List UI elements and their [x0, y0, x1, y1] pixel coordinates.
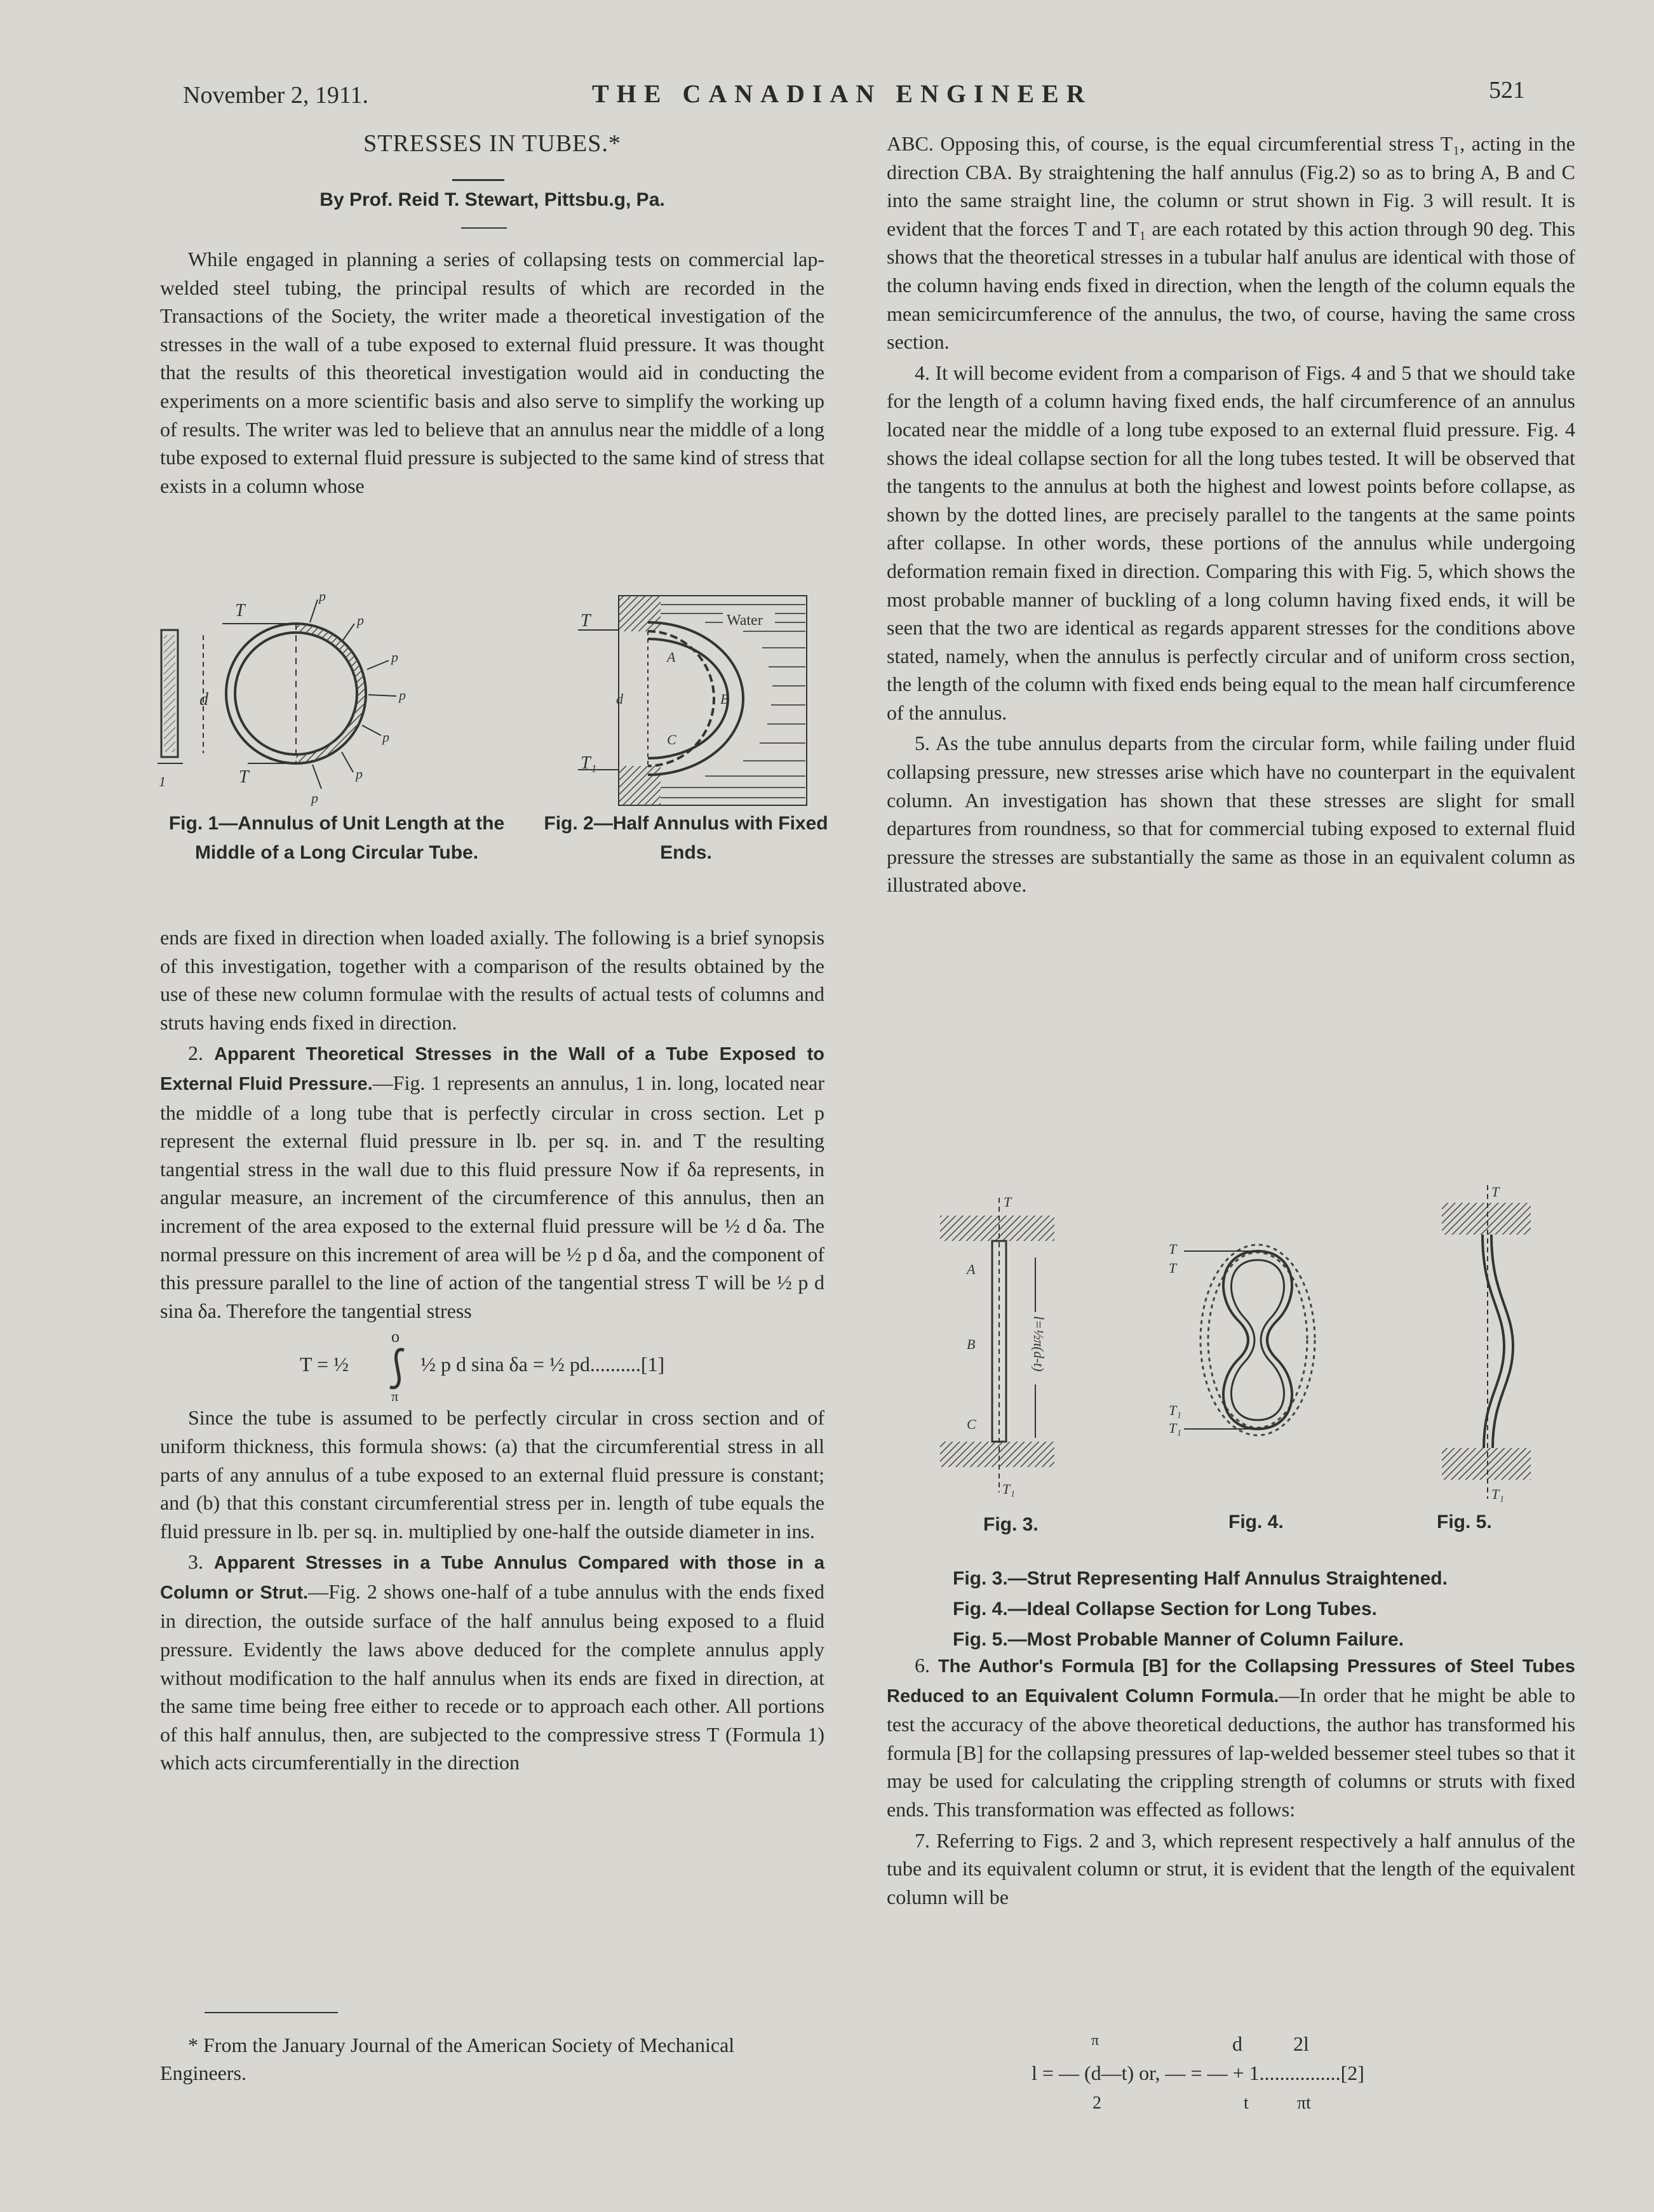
fig1-label-p-4: p [399, 687, 406, 703]
eq1-lower-limit: π [391, 1388, 399, 1405]
header-date: November 2, 1911. [183, 82, 368, 109]
byline-rule [461, 227, 507, 229]
fig3-label-A: A [967, 1261, 976, 1277]
fig1-label-p-7: p [311, 790, 318, 806]
section-3-heading: Apparent Stresses in a Tube Annulus Compared with those in a Column or Strut. [160, 1553, 825, 1603]
integral-sign-icon [385, 1346, 410, 1391]
fig1-label-p-1: p [319, 588, 326, 604]
section-3-number: 3. [188, 1550, 203, 1574]
footnote: * From the January Journal of the American Society of Mechanical Engineers. [160, 2034, 735, 2084]
section-6-heading: The Author's Formula [B] for the Collapsing Pressures of Steel Tubes Reduced to an Equivalent Column Formula. [887, 1656, 1576, 1706]
fig5-label-T1: T₁ [1491, 1486, 1504, 1502]
figure-2-caption: Fig. 2—Half Annulus with Fixed Ends. [544, 813, 828, 863]
section-3-text: —Fig. 2 shows one-half of a tube annulus with the ends fixed in direction, the outside surface of the half annulus being exposed to a fluid pressure. Evidently the laws above deduced for the complete annulus apply without modification to the half annulus when its ends are fixed in direction, at the same time being free either to recede or to approach each other. All portions of this half annulus, then, are subjected to the compressive stress T (Formula 1) which acts circumferentially in the direction [160, 1579, 824, 1774]
fig4-label-T-2: T [1169, 1260, 1177, 1276]
legend-fig5: Fig. 5.—Most Probable Manner of Column Failure. [953, 1629, 1404, 1650]
fig1-label-d: d [199, 690, 208, 709]
equation-1 [160, 1327, 824, 1404]
paragraph-4: 4. It will become evident from a comparison of Figs. 4 and 5 that we should take for the length of a column having fixed ends, the half circumference of an annulus located near the middle of a long tube exposed to an external fluid pressure. Fig. 4 shows the ideal collapse section for all the long tubes tested. It will be observed that the tangents to the annulus at both the highest and lowest points before collapse, as shown by the dotted lines, are precisely parallel to the tangents at the same points after collapse. In other words, these portions of the annulus while undergoing deformation remain fixed in direction. Comparing this with Fig. 5, which shows the most probable manner of buckling of a long column having fixed ends, it will be seen that the two are identical as regards apparent stresses for the conditions above stated, namely, when the annulus is perfectly circular and of uniform cross section, the length of the column with fixed ends being equal to the mean half circumference of the annulus. [887, 361, 1575, 724]
figure-4-label: Fig. 4. [1228, 1512, 1284, 1532]
intro-paragraph: While engaged in planning a series of collapsing tests on commercial lap-welded steel tubing, the principal results of which are recorded in the Transactions of the Society, the writer made a theoretical investigation of the stresses in the wall of a tube exposed to external fluid pressure. It was thought that the results of this theoretical investigation would aid in conducting the experiments on a more scientific basis and also serve to simplify the working up of results. The writer was led to believe that an annulus near the middle of a long tube exposed to external fluid pressure is subjected to the same kind of stress that exists in a column whose [160, 248, 824, 497]
fig2-label-A: A [667, 649, 676, 665]
fig4-label-T: T [1169, 1241, 1177, 1257]
section-3 [160, 1548, 824, 1777]
paragraph-after-eq1: Since the tube is assumed to be perfectly circular in cross section and of uniform thickness, this formula shows: (a) that the circumferential stress in all parts of any annulus of a tube exposed to an external fluid pressure is constant; and (b) that this constant circumferential stress per in. length of tube equals the fluid pressure in lb. per sq. in. multiplied by one-half the outside diameter in ins. [160, 1406, 824, 1543]
left-column-bottom [160, 923, 824, 1780]
intro-continued: ends are fixed in direction when loaded axially. The following is a brief synopsis of this investigation, together with a comparison of the results obtained by the use of these new column formulae with the results of actual tests of columns and struts having ends fixed in direction. [160, 926, 824, 1034]
right-column-bottom [887, 1651, 1575, 1914]
fig1-label-p-2: p [357, 612, 364, 628]
eq2-top-pi: π [1091, 2032, 1099, 2049]
fig2-label-C: C [667, 732, 676, 747]
figure-4-collapse-section [1169, 1226, 1334, 1454]
title-rule [452, 179, 504, 181]
figure-3-strut [934, 1194, 1073, 1499]
section-6-number: 6. [915, 1654, 930, 1677]
article-byline: By Prof. Reid T. Stewart, Pittsbu.g, Pa. [319, 189, 665, 210]
eq1-left: T = ½ [300, 1353, 349, 1376]
fig5-label-T: T [1491, 1184, 1500, 1200]
eq1-upper-limit: o [391, 1327, 400, 1346]
fig2-label-water: Water [727, 612, 763, 629]
section-6-text: —In order that he might be able to test the accuracy of the above theoretical deductions, the author has transformed his formula [B] for the collapsing pressures of lap-welded bessemer steel tubes so that it may be used for calculating the crippling strength of columns or struts with fixed ends. This transformation was effected as follows: [887, 1683, 1576, 1821]
fig1-label-p-5: p [382, 729, 389, 745]
fig4-label-T1-2: T₁ [1169, 1420, 1181, 1436]
section-2-text: —Fig. 1 represents an annulus, 1 in. long, located near the middle of a long tube that is perfectly circular in cross section. Let p represent the external fluid pressure in lb. per sq. in. and T the resulting tangential stress in the wall due to this fluid pressure Now if δa represents, in angular measure, an increment of the circumference of this annulus, then an increment of the area exposed to the external fluid pressure will be ½ d δa. The normal pressure on this increment of area will be ½ p d δa, and the component of this pressure parallel to the line of action of the tangential stress T will be ½ p d sina δa. Therefore the tangential stress [160, 1071, 825, 1322]
right-continuation: ABC. Opposing this, of course, is the equal circumferential stress T₁, acting in the direction CBA. By straightening the half annulus (Fig.2) so as to bring A, B and C into the same straight line, the column or strut shown in Fig. 3 will result. It is evident that the forces T and T₁ are each rotated by this action through 90 deg. This shows that the theoretical stresses in a tubular half anulus are identical with those of the column having ends fixed in direction, when the length of the column equals the mean semicircumference of the annulus, the two, of course, having the same cross section. [887, 132, 1575, 354]
fig3-label-length: l=½π(d-t) [1031, 1316, 1047, 1372]
fig3-label-T1: T₁ [1002, 1481, 1015, 1497]
fig4-label-T1: T₁ [1169, 1402, 1181, 1418]
fig2-label-T1: T₁ [581, 753, 597, 773]
figure-1-caption: Fig. 1—Annulus of Unit Length at the Middle of a Long Circular Tube. [168, 813, 505, 863]
fig1-label-p-6: p [356, 766, 363, 782]
section-2-heading: Apparent Theoretical Stresses in the Wall of a Tube Exposed to External Fluid Pressure. [160, 1044, 825, 1094]
figure-2-half-annulus [578, 591, 813, 813]
eq2-top-d: d [1232, 2032, 1242, 2055]
article-title: STRESSES IN TUBES.* [363, 130, 621, 157]
paragraph-7: 7. Referring to Figs. 2 and 3, which represent respectively a half annulus of the tube and its equivalent column or strut, it is evident that the length of the equivalent column will be [887, 1828, 1575, 1908]
right-column-top [887, 130, 1575, 902]
figure-5-label: Fig. 5. [1437, 1512, 1492, 1532]
left-column-top [160, 245, 824, 502]
paragraph-5: 5. As the tube annulus departs from the circular form, while failing under fluid collapsing pressure, new stresses arise which have no counterpart in the equivalent column. An investigation has shown that these stresses are slight for small departures from roundness, so that for commercial tubing exposed to external fluid pressure the stresses are substantially the same as those in an equivalent column as illustrated above. [887, 732, 1575, 897]
eq2-bottom-pit: πt [1297, 2093, 1311, 2113]
eq2-main: l = — (d—t) or, — = — + 1................[2] [1032, 2061, 1364, 2084]
equation-2 [887, 2032, 1575, 2115]
fig3-label-C: C [967, 1416, 976, 1432]
fig1-label-p-3: p [391, 649, 398, 665]
eq2-bottom-2: 2 [1093, 2093, 1101, 2113]
section-2 [160, 1039, 824, 1325]
eq2-bottom-t: t [1244, 2093, 1249, 2113]
fig1-label-T-top: T [235, 601, 245, 620]
fig3-label-B: B [967, 1336, 976, 1352]
fig2-label-d: d [616, 691, 623, 707]
section-2-number: 2. [188, 1042, 203, 1065]
eq1-right: ½ p d sina δa = ½ pd..........[1] [420, 1353, 665, 1376]
figure-5-buckled-column [1433, 1181, 1554, 1512]
figure-3-label: Fig. 3. [983, 1514, 1039, 1535]
footnote-rule [205, 2012, 338, 2013]
legend-fig3: Fig. 3.—Strut Representing Half Annulus Straightened. [953, 1568, 1448, 1589]
fig1-label-T-bottom: T [239, 767, 249, 787]
fig1-label-width: 1 [159, 774, 166, 789]
header-page-number: 521 [1489, 77, 1525, 104]
figures-legend [953, 1564, 1448, 1655]
fig2-label-B: B [720, 691, 729, 707]
fig2-label-T: T [581, 611, 591, 631]
figure-1-annulus [152, 584, 426, 813]
eq2-top-2l: 2l [1293, 2032, 1309, 2055]
fig3-label-T: T [1004, 1194, 1012, 1210]
header-journal-title: THE CANADIAN ENGINEER [592, 79, 1093, 108]
section-6 [887, 1651, 1575, 1824]
legend-fig4: Fig. 4.—Ideal Collapse Section for Long Tubes. [953, 1599, 1377, 1619]
